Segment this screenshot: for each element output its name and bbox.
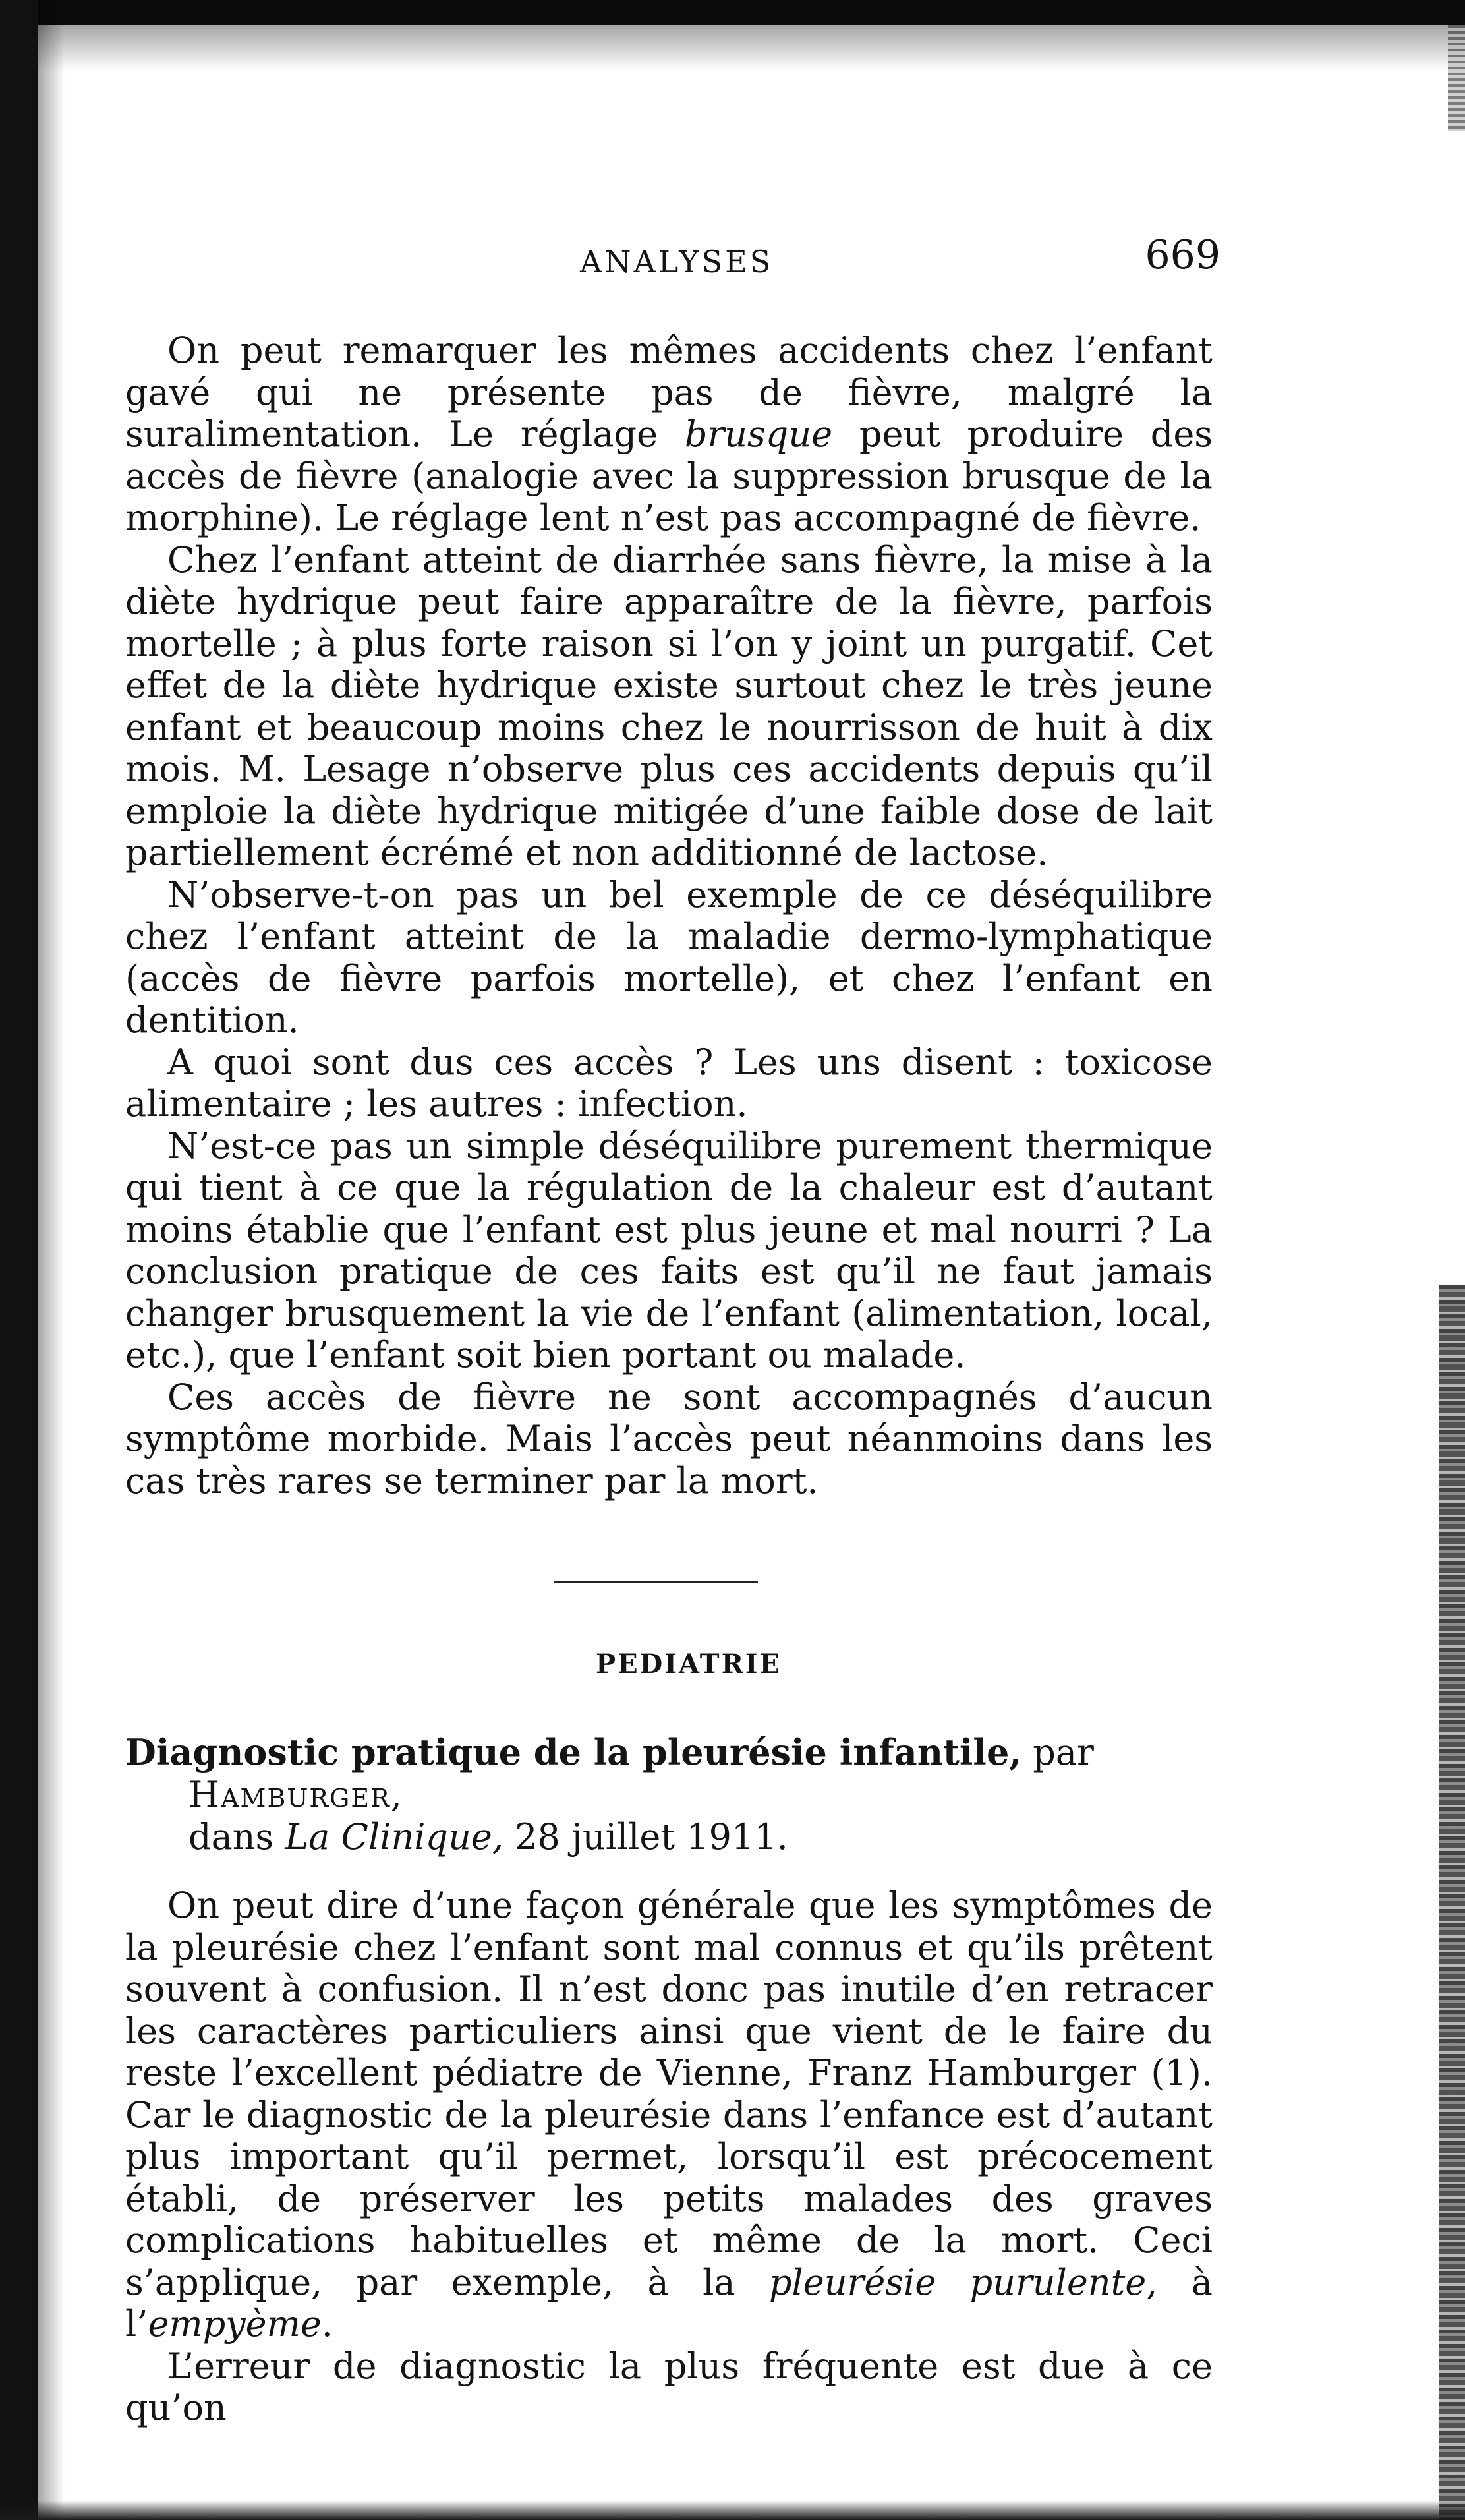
- running-head: [125, 218, 1221, 283]
- scan-shadow-left: [38, 0, 65, 2520]
- scan-edge-left: [0, 0, 38, 2520]
- paragraph: Ces accès de fièvre ne sont accompagnés d’aucun symptôme morbide. Mais l’accès peut néanmoins dans les cas très rares se terminer par la mort.: [125, 1376, 1213, 1502]
- page: [125, 218, 1221, 2429]
- section-analyses-body: [125, 330, 1213, 1502]
- paragraph: On peut dire d’une façon générale que les symptômes de la pleurésie chez l’enfant sont mal connus et qu’ils prêtent souvent à confusion. Il n’est donc pas inutile d’en retracer les caractères particuliers ainsi que vient de le faire du reste l’excellent pédiatre de Vienne, Franz Hamburger (1). Car le diagnostic de la pleurésie dans l’enfance est d’autant plus important qu’il permet, lorsqu’il est précocement établi, de préserver les petits malades des graves complications habituelles et même de la mort. Ceci s’applique, par exemple, à la pleurésie purulente, à l’empyème.: [125, 1885, 1213, 2345]
- paragraph: N’est-ce pas un simple déséquilibre purement thermique qui tient à ce que la régulation de la chaleur est d’autant moins établie que l’enfant est plus jeune et mal nourri ? La conclusion pratique de ces faits est qu’il ne faut jamais changer brusquement la vie de l’enfant (alimentation, local, etc.), que l’enfant soit bien portant ou malade.: [125, 1125, 1213, 1376]
- article-date: 28 juillet 1911.: [503, 1816, 788, 1858]
- italic-text: empyème: [148, 2303, 322, 2345]
- article-by: par: [1021, 1732, 1094, 1773]
- scan-noise-right: [1439, 1285, 1465, 2520]
- page-number: 669: [1145, 232, 1221, 278]
- italic-text: pleurésie purulente: [768, 2261, 1147, 2303]
- paragraph: A quoi sont dus ces accès ? Les uns disent : toxicose alimentaire ; les autres : infection.: [125, 1041, 1213, 1125]
- article-title: Diagnostic pratique de la pleurésie infantile,: [125, 1731, 1022, 1773]
- paragraph: L’erreur de diagnostic la plus fréquente est due à ce qu’on: [125, 2345, 1213, 2428]
- paragraph: N’observe-t-on pas un bel exemple de ce déséquilibre chez l’enfant atteint de la maladie dermo-lymphatique (accès de fièvre parfois mortelle), et chez l’enfant en dentition.: [125, 873, 1213, 1041]
- article-in: dans: [188, 1816, 285, 1858]
- paragraph: Chez l’enfant atteint de diarrhée sans fièvre, la mise à la diète hydrique peut faire apparaître de la fièvre, parfois mortelle ; à plus forte raison si l’on y joint un purgatif. Cet effet de la diète hydrique existe surtout chez le très jeune enfant et beaucoup moins chez le nourrisson de huit à dix mois. M. Lesage n’observe plus ces accidents depuis qu’il emploie la diète hydrique mitigée d’une faible dose de lait partiellement écrémé et non additionné de lactose.: [125, 539, 1213, 873]
- italic-text: brusque: [684, 413, 833, 455]
- article-author: Hamburger,: [188, 1774, 403, 1815]
- paragraph: On peut remarquer les mêmes accidents chez l’enfant gavé qui ne présente pas de fièvre, malgré la suralimentation. Le réglage brusque peut produire des accès de fièvre (analogie avec la suppression brusque de la morphine). Le réglage lent n’est pas accompagné de fièvre.: [125, 330, 1213, 539]
- scan-edge-top: [0, 0, 1465, 25]
- article-journal: La Clinique,: [285, 1816, 504, 1858]
- section-title: PEDIATRIE: [595, 1649, 782, 1680]
- section-separator: [554, 1581, 758, 1583]
- running-title: ANALYSES: [580, 244, 774, 279]
- scan-edge-bottom: [0, 2500, 1465, 2520]
- scan-noise-right-top: [1448, 25, 1465, 131]
- article-heading: [125, 1731, 1213, 1858]
- section-pediatrie-body: [125, 1885, 1213, 2429]
- scan-shadow-top: [0, 25, 1465, 71]
